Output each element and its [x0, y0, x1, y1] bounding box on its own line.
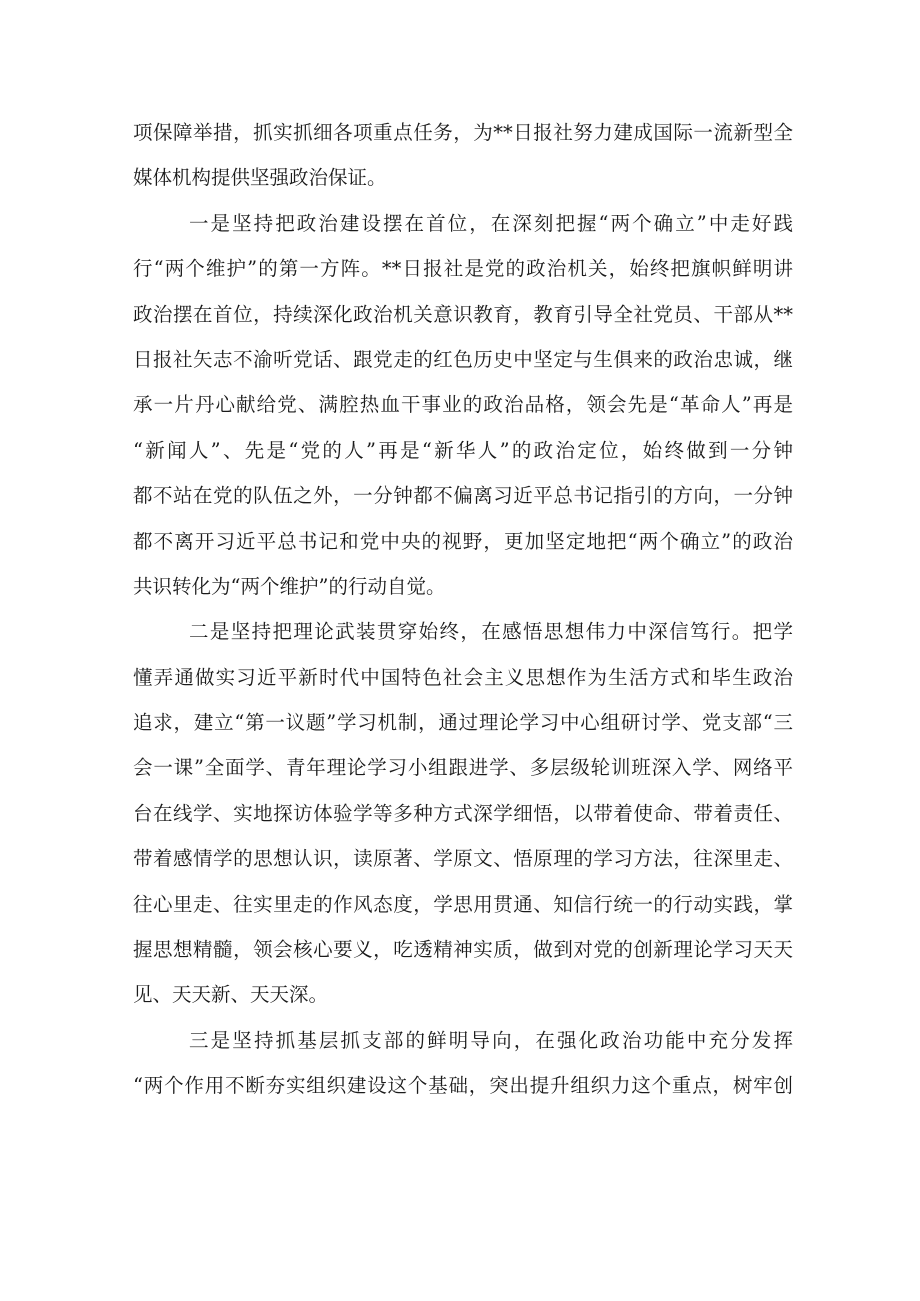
text-line: 见、天天新、天天深。	[133, 983, 329, 1007]
document-body	[133, 110, 793, 1109]
text-line: 握思想精髓，领会核心要义，吃透精神实质，做到对党的创新理论学习天天	[133, 938, 793, 962]
text-line: 往心里走、往实里走的作风态度，学思用贯通、知信行统一的行动实践，掌	[133, 892, 793, 916]
text-line: “新闻人”、先是“党的人”再是“新华人”的政治定位，始终做到一分钟	[133, 438, 793, 462]
paragraph-start-line: 一是坚持把政治建设摆在首位，在深刻把握“两个确立”中走好践	[189, 211, 793, 235]
text-line: 追求，建立“第一议题”学习机制，通过理论学习中心组研讨学、党支部“三	[133, 711, 793, 735]
paragraph-start-line: 三是坚持抓基层抓支部的鲜明导向，在强化政治功能中充分发挥	[189, 1028, 793, 1052]
text-line: 政治摆在首位，持续深化政治机关意识教育，教育引导全社党员、干部从**	[133, 302, 793, 326]
text-line: 承一片丹心献给党、满腔热血干事业的政治品格，领会先是“革命人”再是	[133, 393, 793, 417]
text-line: 台在线学、实地探访体验学等多种方式深学细悟，以带着使命、带着责任、	[133, 801, 793, 825]
text-line: 会一课”全面学、青年理论学习小组跟进学、多层级轮训班深入学、网络平	[133, 756, 793, 780]
text-line: 懂弄通做实习近平新时代中国特色社会主义思想作为生活方式和毕生政治	[133, 665, 793, 689]
text-line: 日报社矢志不渝听党话、跟党走的红色历史中坚定与生俱来的政治忠诚，继	[133, 347, 793, 371]
text-line: 都不站在党的队伍之外，一分钟都不偏离习近平总书记指引的方向，一分钟	[133, 484, 793, 508]
text-line: 都不离开习近平总书记和党中央的视野，更加坚定地把“两个确立”的政治	[133, 529, 793, 553]
text-line: 带着感情学的思想认识，读原著、学原文、悟原理的学习方法，往深里走、	[133, 847, 793, 871]
text-line: “两个作用不断夯实组织建设这个基础，突出提升组织力这个重点，树牢创	[133, 1074, 793, 1098]
text-line: 媒体机构提供坚强政治保证。	[133, 166, 387, 190]
text-line: 行“两个维护”的第一方阵。**日报社是党的政治机关，始终把旗帜鲜明讲	[133, 257, 793, 281]
text-line: 共识转化为“两个维护”的行动自觉。	[133, 574, 446, 598]
text-line: 项保障举措，抓实抓细各项重点任务，为**日报社努力建成国际一流新型全	[133, 121, 793, 144]
paragraph-start-line: 二是坚持把理论武装贯穿始终，在感悟思想伟力中深信笃行。把学	[189, 620, 793, 644]
